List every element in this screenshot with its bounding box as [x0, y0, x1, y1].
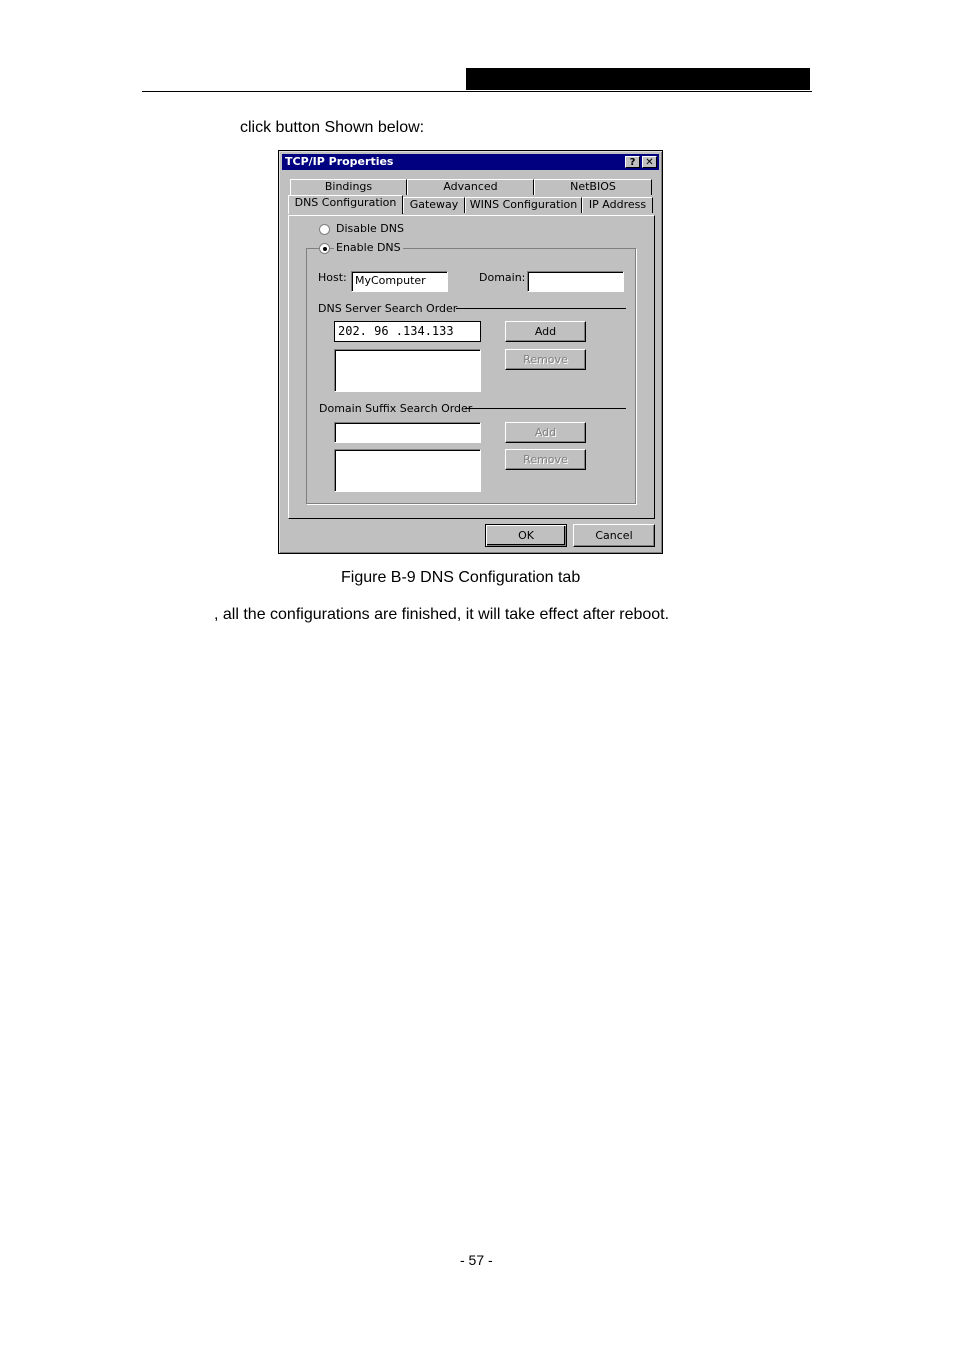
enable-dns-label: Enable DNS [336, 241, 401, 254]
tab-dns-configuration[interactable]: DNS Configuration [288, 195, 403, 214]
intro-text: click button Shown below: [240, 119, 425, 136]
header-bar [466, 68, 810, 90]
host-input[interactable]: MyComputer [351, 271, 448, 292]
host-label: Host: [318, 271, 347, 284]
close-icon[interactable]: ✕ [642, 156, 657, 168]
tab-bindings[interactable]: Bindings [290, 179, 407, 195]
dns-order-label: DNS Server Search Order [318, 302, 458, 315]
tab-netbios[interactable]: NetBIOS [534, 179, 652, 195]
suffix-add-button[interactable]: Add [505, 422, 586, 443]
enable-dns-radio[interactable] [319, 243, 330, 254]
dns-remove-button[interactable]: Remove [505, 349, 586, 370]
tab-gateway[interactable]: Gateway [403, 197, 465, 213]
dns-server-input[interactable]: 202. 96 .134.133 [334, 321, 481, 342]
disable-dns-label: Disable DNS [336, 222, 404, 235]
tab-ip-address[interactable]: IP Address [582, 197, 653, 213]
radio-selected-dot [323, 247, 327, 251]
tab-advanced[interactable]: Advanced [407, 179, 534, 195]
header-rule [142, 91, 812, 92]
dns-config-panel [288, 215, 655, 519]
suffix-list[interactable] [334, 449, 481, 492]
dns-server-list[interactable] [334, 349, 481, 392]
dialog-title: TCP/IP Properties [285, 155, 394, 168]
figure-caption: Figure B-9 DNS Configuration tab [341, 569, 581, 586]
cancel-button[interactable]: Cancel [573, 524, 655, 547]
domain-input[interactable] [527, 271, 624, 292]
tab-wins-configuration[interactable]: WINS Configuration [465, 197, 582, 213]
dns-order-rule [456, 308, 626, 310]
disable-dns-radio[interactable] [319, 224, 330, 235]
page-number: - 57 - [460, 1252, 493, 1268]
suffix-remove-button[interactable]: Remove [505, 449, 586, 470]
suffix-order-label: Domain Suffix Search Order [319, 402, 473, 415]
help-button[interactable]: ? [625, 156, 640, 168]
ok-button[interactable]: OK [485, 524, 567, 547]
domain-label: Domain: [479, 271, 526, 284]
tcpip-properties-dialog [278, 150, 663, 554]
suffix-input[interactable] [334, 422, 481, 443]
suffix-order-rule [465, 408, 626, 410]
dialog-titlebar [282, 154, 659, 170]
dns-add-button[interactable]: Add [505, 321, 586, 342]
outro-text: , all the configurations are finished, it will take effect after reboot. [214, 606, 670, 623]
